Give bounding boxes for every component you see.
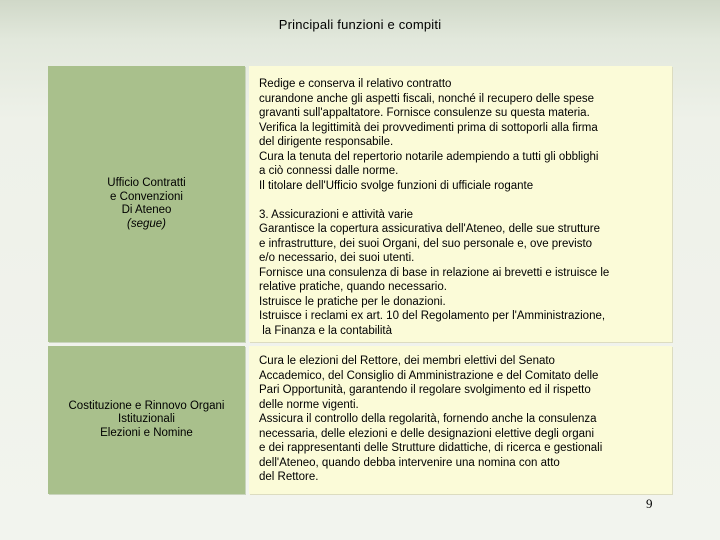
duty-line: gravanti sull'appaltatore. Fornisce consulenze su questa materia. bbox=[259, 107, 590, 119]
duty-line: a ciò connessi dalle norme. bbox=[259, 165, 399, 177]
duty-line: curandone anche gli aspetti fiscali, nonché il recupero delle spese bbox=[259, 92, 594, 105]
duty-line: Cura la tenuta del repertorio notarile adempiendo a tutti gli obblighi bbox=[259, 150, 599, 163]
page-number: 9 bbox=[646, 496, 653, 511]
office-line: Di Ateneo bbox=[121, 204, 172, 216]
duty-line: e infrastrutture, dei suoi Organi, del suo personale e, ove previsto bbox=[259, 237, 593, 250]
duty-line: Assicura il controllo della regolarità, fornendo anche la consulenza bbox=[259, 413, 597, 425]
office-line: Costituzione e Rinnovo Organi bbox=[68, 399, 225, 412]
duty-line: Redige e conserva il relativo contratto bbox=[259, 78, 452, 90]
duty-line: Verifica la legittimità dei provvedimenti prima di sottoporli alla firma bbox=[259, 121, 598, 134]
page-title: Principali funzioni e compiti bbox=[278, 17, 442, 32]
duty-line: Istruisce le pratiche per le donazioni. bbox=[259, 295, 446, 308]
paragraph-spacer bbox=[259, 193, 672, 208]
table-cell-duties bbox=[249, 66, 672, 342]
duty-line: del Rettore. bbox=[259, 471, 319, 483]
duty-heading: 3. Assicurazioni e attività varie bbox=[259, 208, 414, 221]
duty-line: la Finanza e la contabilità bbox=[259, 324, 392, 337]
office-line: e Convenzioni bbox=[110, 190, 183, 203]
duty-line: Garantisce la copertura assicurativa dell'Ateneo, delle sue strutture bbox=[259, 223, 600, 235]
duty-line: e dei rappresentanti delle Strutture didattiche, di ricerca e gestionali bbox=[259, 442, 603, 454]
duty-line: necessaria, delle elezioni e delle designazioni elettive degli organi bbox=[259, 427, 594, 440]
table-cell-office bbox=[48, 346, 245, 494]
duty-line: dell'Ateneo, quando debba intervenire una nomina con atto bbox=[259, 456, 560, 469]
duty-line: Istruisce i reclami ex art. 10 del Regolamento per l'Amministrazione, bbox=[259, 310, 606, 322]
office-line: Elezioni e Nomine bbox=[100, 426, 193, 439]
duty-line: Accademico, del Consiglio di Amministrazione e del Comitato delle bbox=[259, 369, 599, 382]
duty-line: Cura le elezioni del Rettore, dei membri elettivi del Senato bbox=[259, 355, 555, 367]
duty-line: relative pratiche, quando necessario. bbox=[259, 281, 447, 293]
office-label bbox=[69, 400, 225, 441]
duty-line: Fornisce una consulenza di base in relazione ai brevetti e istruisce le bbox=[259, 266, 610, 279]
office-line: Ufficio Contratti bbox=[107, 177, 186, 189]
duty-line: Pari Opportunità, garantendo il regolare svolgimento ed il rispetto bbox=[259, 384, 591, 396]
duty-line: delle norme vigenti. bbox=[259, 398, 359, 411]
table-cell-duties bbox=[249, 346, 672, 494]
office-label bbox=[107, 177, 185, 231]
duty-line: e/o necessario, dei suoi utenti. bbox=[259, 252, 415, 264]
office-line: Istituzionali bbox=[118, 413, 175, 426]
duty-line: Il titolare dell'Ufficio svolge funzioni di ufficiale rogante bbox=[259, 179, 534, 192]
duty-line: del dirigente responsabile. bbox=[259, 136, 394, 148]
office-note: (segue) bbox=[127, 217, 166, 230]
table-cell-office bbox=[48, 66, 245, 342]
